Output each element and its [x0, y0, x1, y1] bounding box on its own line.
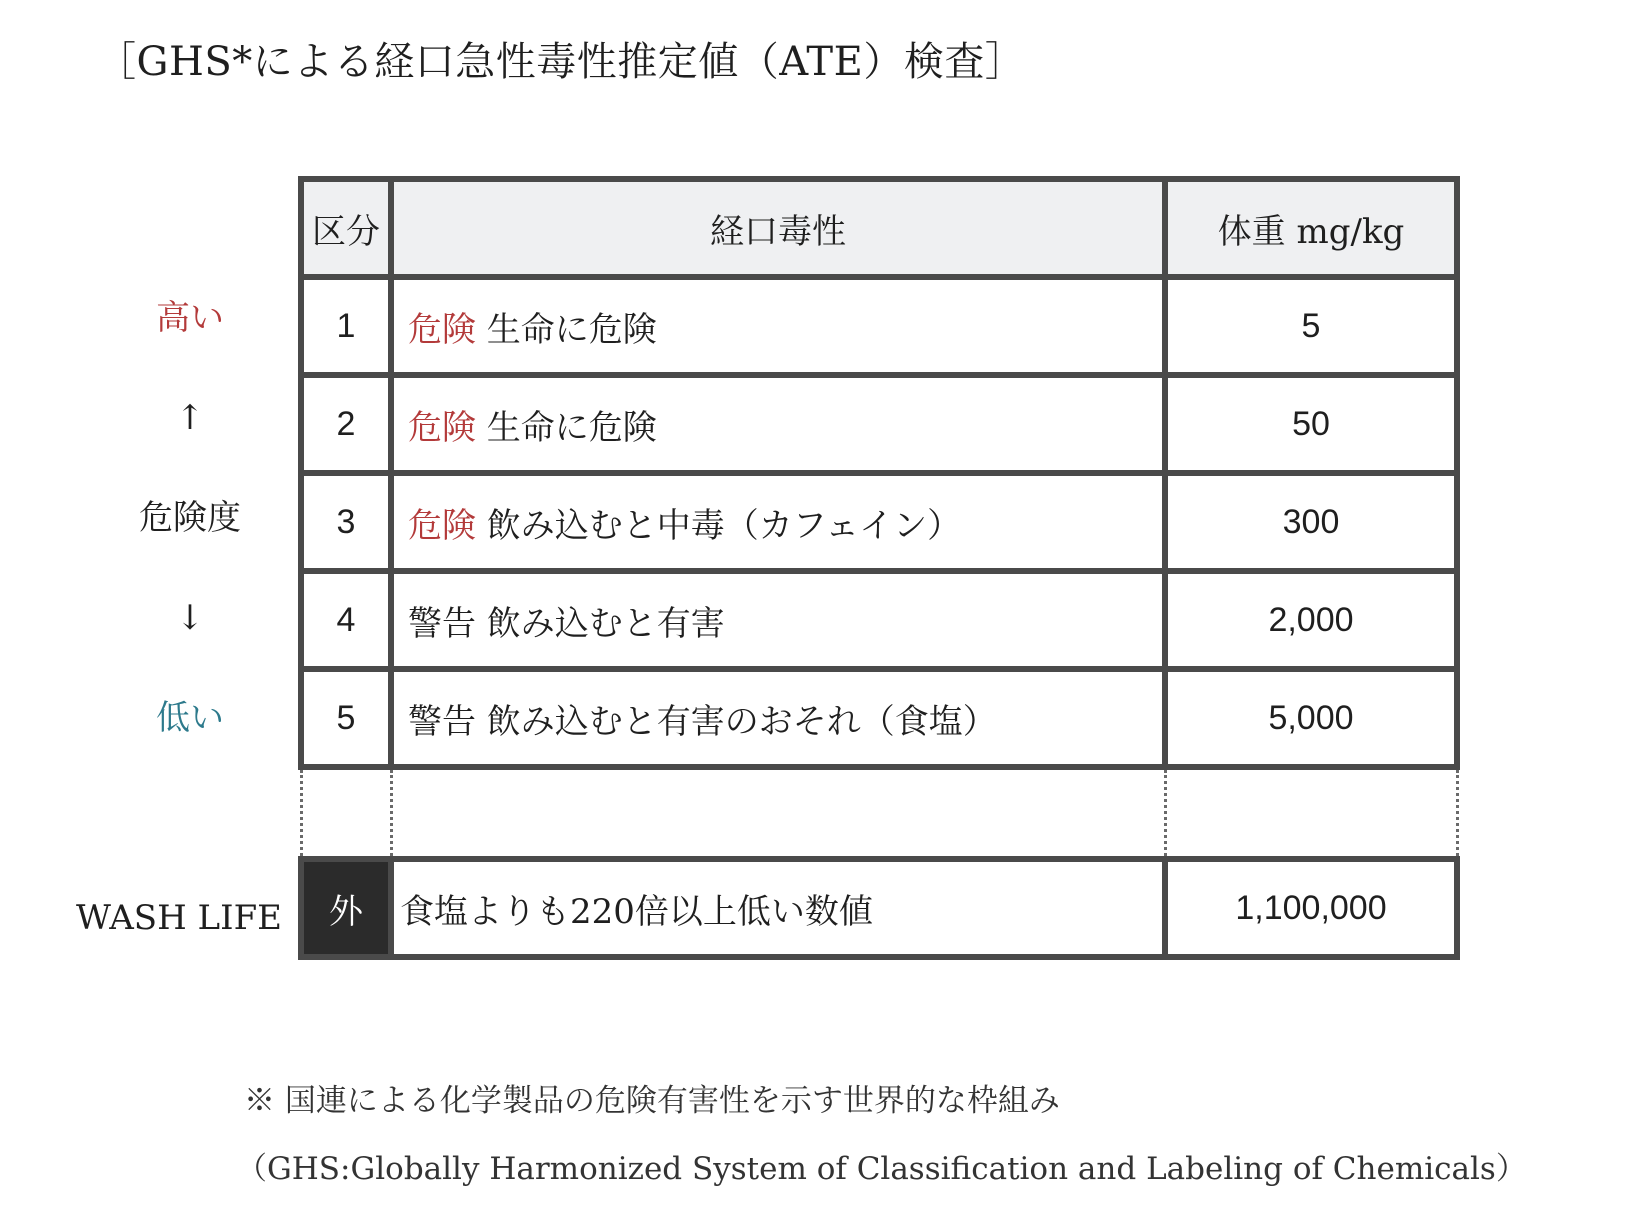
row-description — [391, 375, 1165, 473]
table-row — [301, 473, 1457, 571]
washlife-description: 食塩よりも220倍以上低い数値 — [391, 859, 1165, 957]
hazard-statement: 生命に危険 — [476, 407, 657, 448]
up-arrow-icon: ↑ — [175, 398, 205, 438]
row-category: 5 — [301, 669, 391, 767]
washlife-row — [301, 859, 1457, 957]
table-gap-row — [301, 767, 1457, 859]
row-value: 300 — [1165, 473, 1457, 571]
side-label-washlife: WASH LIFE — [76, 898, 282, 938]
table-row — [301, 669, 1457, 767]
hazard-statement: 生命に危険 — [476, 309, 657, 350]
gap-cell — [1165, 767, 1457, 859]
header-weight: 体重 mg/kg — [1165, 179, 1457, 277]
washlife-category-badge: 外 — [301, 859, 391, 957]
row-category: 2 — [301, 375, 391, 473]
gap-cell — [301, 767, 391, 859]
row-value: 2,000 — [1165, 571, 1457, 669]
page-title: ［GHS*による経口急性毒性推定値（ATE）検査］ — [96, 39, 1026, 85]
signal-word: 危険 — [408, 309, 476, 350]
row-description — [391, 473, 1165, 571]
row-value: 5,000 — [1165, 669, 1457, 767]
footnote-line-2: （GHS:Globally Harmonized System of Classification and Labeling of Chemicals） — [236, 1151, 1527, 1187]
header-category: 区分 — [301, 179, 391, 277]
side-label-low: 低い — [156, 698, 224, 738]
row-category: 4 — [301, 571, 391, 669]
signal-word: 危険 — [408, 505, 476, 546]
gap-cell — [391, 767, 1165, 859]
row-description — [391, 669, 1165, 767]
signal-word: 警告 — [408, 701, 476, 742]
signal-word: 危険 — [408, 407, 476, 448]
row-category: 1 — [301, 277, 391, 375]
table-header-row — [301, 179, 1457, 277]
table-row — [301, 375, 1457, 473]
side-label-danger-degree: 危険度 — [139, 498, 241, 538]
row-value: 5 — [1165, 277, 1457, 375]
row-category: 3 — [301, 473, 391, 571]
hazard-statement: 飲み込むと中毒（カフェイン） — [476, 505, 962, 546]
row-description — [391, 277, 1165, 375]
row-description — [391, 571, 1165, 669]
table-row — [301, 277, 1457, 375]
row-value: 50 — [1165, 375, 1457, 473]
side-label-high: 高い — [156, 298, 224, 338]
down-arrow-icon: ↓ — [175, 598, 205, 638]
footnote-line-1: ※ 国連による化学製品の危険有害性を示す世界的な枠組み — [244, 1083, 1060, 1119]
table-row — [301, 571, 1457, 669]
hazard-statement: 飲み込むと有害のおそれ（食塩） — [476, 701, 997, 742]
washlife-value: 1,100,000 — [1165, 859, 1457, 957]
signal-word: 警告 — [408, 603, 476, 644]
hazard-statement: 飲み込むと有害 — [476, 603, 725, 644]
ate-table — [298, 176, 1460, 960]
header-oral-toxicity: 経口毒性 — [391, 179, 1165, 277]
